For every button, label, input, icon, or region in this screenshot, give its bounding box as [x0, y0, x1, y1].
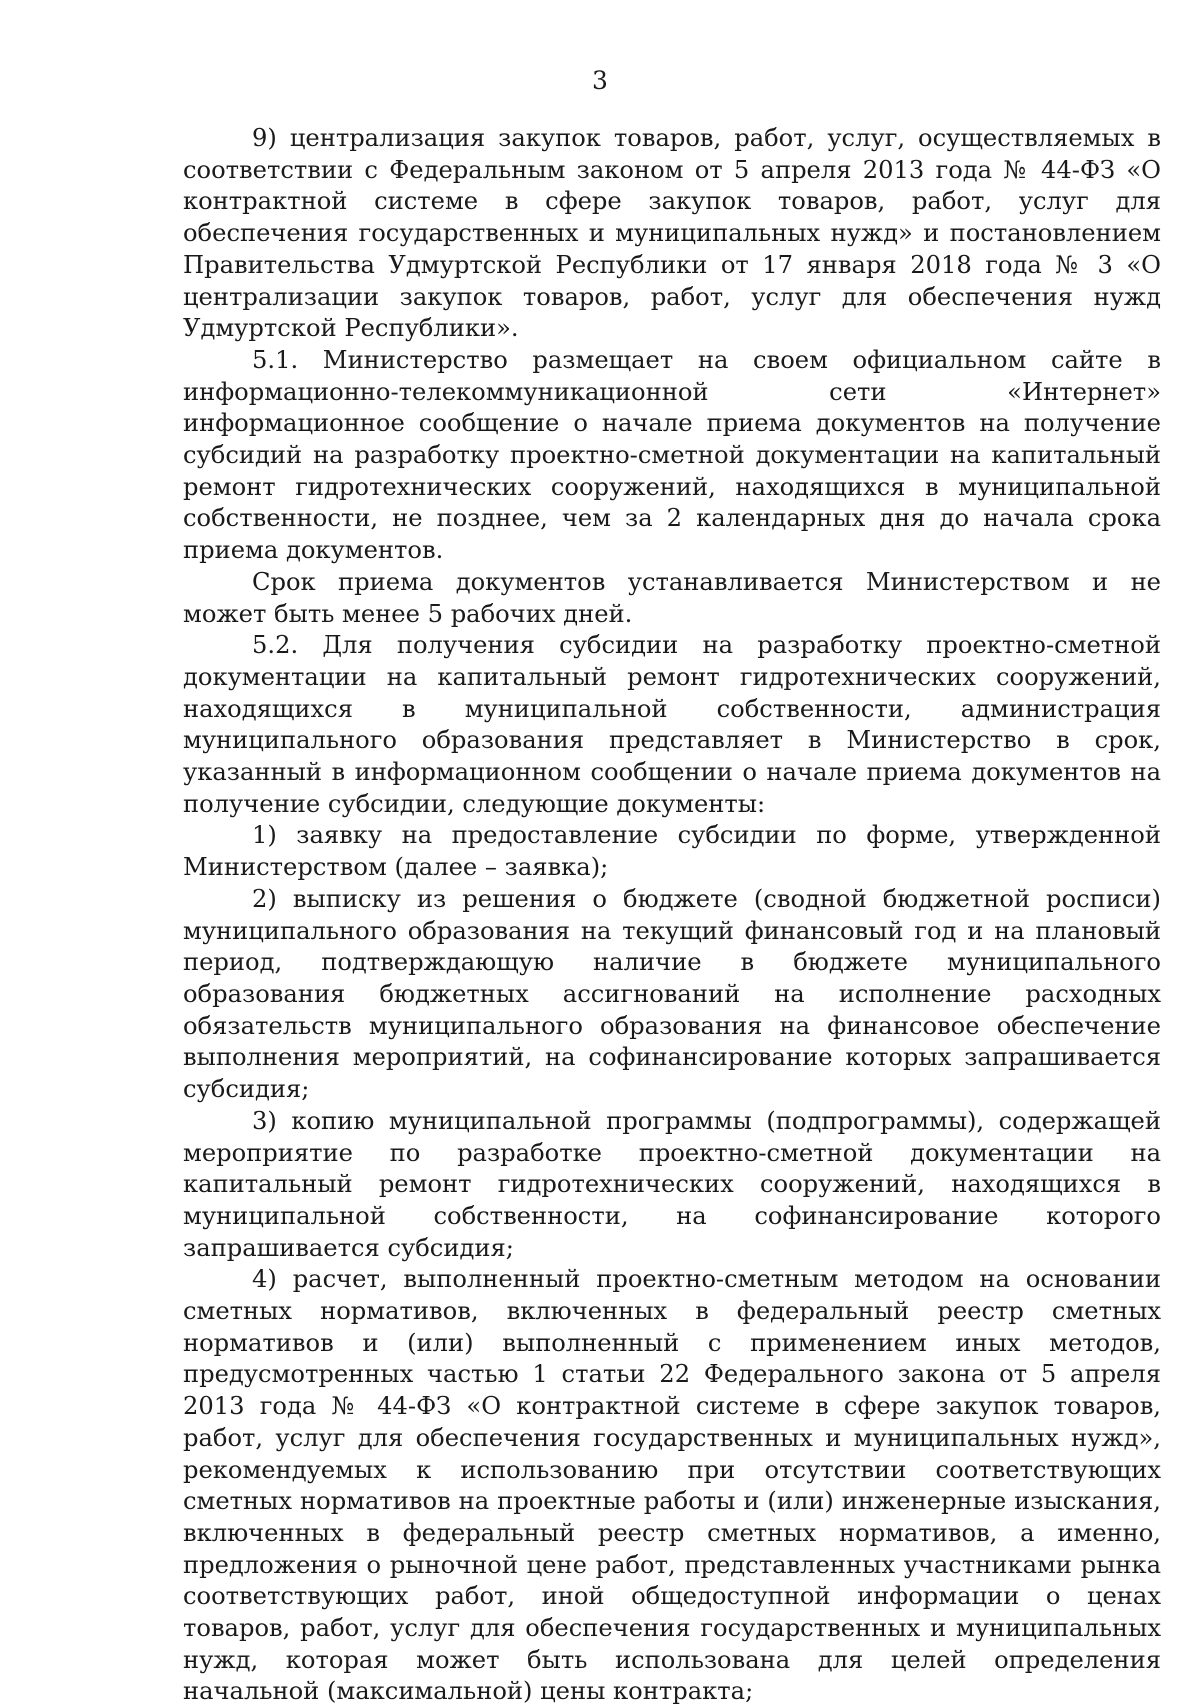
- paragraph-item-9: 9) централизация закупок товаров, работ, услуг, осуществляемых в соответствии с Федеральным законом от 5 апреля 2013 года № 44-ФЗ «О контрактной системе в сфере закупок товаров, работ, услуг для обеспечения государственных и муниципальных нужд» и постановлением Правительства Удмуртской Республики от 17 января 2018 года № 3 «О централизации закупок товаров, работ, услуг для обеспечения нужд Удмуртской Республики».: [183, 124, 1161, 343]
- paragraph-item-3: 3) копию муниципальной программы (подпрограммы), содержащей мероприятие по разработке проектно-сметной документации на капитальный ремонт гидротехнических сооружений, находящихся в муниципальной собственности, на софинансирование которого запрашивается субсидия;: [183, 1106, 1161, 1262]
- page-number: 3: [592, 66, 608, 95]
- paragraph-item-2: 2) выписку из решения о бюджете (сводной бюджетной росписи) муниципального образования на текущий финансовый год и на плановый период, подтверждающую наличие в бюджете муниципального образования бюджетных ассигнований на исполнение расходных обязательств муниципального образования на финансовое обеспечение выполнения мероприятий, на софинансирование которых запрашивается субсидия;: [183, 884, 1161, 1104]
- paragraph-deadline: Срок приема документов устанавливается Министерством и не может быть менее 5 рабочих дней.: [183, 567, 1161, 628]
- document-body: [183, 123, 1161, 1708]
- paragraph-5-2: 5.2. Для получения субсидии на разработку проектно-сметной документации на капитальный ремонт гидротехнических сооружений, находящихся в муниципальной собственности, администрация муниципального образования представляет в Министерство в срок, указанный в информационном сообщении о начале приема документов на получение субсидии, следующие документы:: [183, 631, 1161, 818]
- paragraph-item-4: 4) расчет, выполненный проектно-сметным методом на основании сметных нормативов, включенных в федеральный реестр сметных нормативов и (или) выполненный с применением иных методов, предусмотренных частью 1 статьи 22 Федерального закона от 5 апреля 2013 года № 44-ФЗ «О контрактной системе в сфере закупок товаров, работ, услуг для обеспечения государственных и муниципальных нужд», рекомендуемых к использованию при отсутствии соответствующих сметных нормативов на проектные работы и (или) инженерные изыскания, включенных в федеральный реестр сметных нормативов, а именно, предложения о рыночной цене работ, представленных участниками рынка соответствующих работ, иной общедоступной информации о ценах товаров, работ, услуг для обеспечения государственных и муниципальных нужд, которая может быть использована для целей определения начальной (максимальной) цены контракта;: [183, 1265, 1161, 1706]
- paragraph-item-1: 1) заявку на предоставление субсидии по форме, утвержденной Министерством (далее – заявка);: [183, 821, 1161, 882]
- paragraph-5-1: 5.1. Министерство размещает на своем официальном сайте в информационно-телекоммуникационной сети «Интернет» информационное сообщение о начале приема документов на получение субсидий на разработку проектно-сметной документации на капитальный ремонт гидротехнических сооружений, находящихся в муниципальной собственности, не позднее, чем за 2 календарных дня до начала срока приема документов.: [183, 345, 1161, 565]
